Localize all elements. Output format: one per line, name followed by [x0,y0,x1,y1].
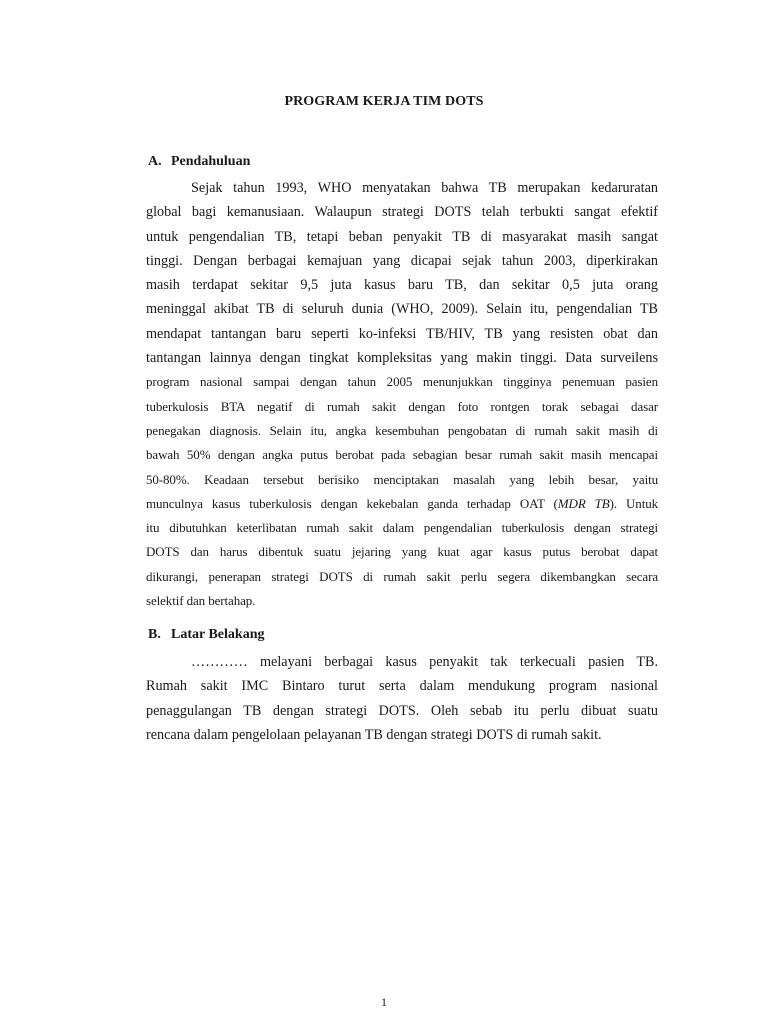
paragraph-line: selektif dan bertahap. [146,593,256,609]
paragraph-line: rencana dalam pengelolaan pelayanan TB dengan strategi DOTS di rumah sakit. [146,726,602,743]
emphasis-term: MDR TB [557,495,610,511]
paragraph-line: Rumah sakit IMC Bintaro turut serta dalam mendukung program nasional [146,678,658,695]
paragraph-line: global bagi kemanusiaan. Walaupun strategi DOTS telah terbukti sangat efektif [146,204,658,221]
document-title: PROGRAM KERJA TIM DOTS [284,94,484,109]
paragraph-line: meninggal akibat TB di seluruh dunia (WHO, 2009). Selain itu, pengendalian TB [146,301,658,318]
paragraph-line: untuk pengendalian TB, tetapi beban penyakit TB di masyarakat masih sangat [146,228,658,245]
paragraph-line: penegakan diagnosis. Selain itu, angka kesembuhan pengobatan di rumah sakit masih di [146,422,658,438]
paragraph-line: dikurangi, penerapan strategi DOTS di rumah sakit perlu segera dikembangkan secara [146,568,658,584]
paragraph-line: tuberkulosis BTA negatif di rumah sakit dengan foto rontgen torak sebagai dasar [146,398,658,414]
paragraph-line: 50-80%. Keadaan tersebut berisiko menciptakan masalah yang lebih besar, yaitu [146,471,658,487]
section-heading-latar-belakang [148,627,264,643]
paragraph-line: bawah 50% dengan angka putus berobat pada sebagian besar rumah sakit masih mencapai [146,447,658,463]
section-heading-pendahuluan [148,154,250,170]
paragraph-line: masih terdapat sekitar 9,5 juta kasus baru TB, dan sekitar 0,5 juta orang [146,277,658,294]
page-number: 1 [381,995,387,1009]
paragraph-line: Sejak tahun 1993, WHO menyatakan bahwa TB merupakan kedaruratan [191,180,658,196]
paragraph-line: tinggi. Dengan berbagai kemajuan yang dicapai sejak tahun 2003, diperkirakan [146,252,658,269]
paragraph-latar-belakang [146,650,658,747]
paragraph-line: program nasional sampai dengan tahun 2005 menunjukkan tingginya penemuan pasien [146,374,658,390]
section-marker: B. [148,627,161,642]
paragraph-line: itu dibutuhkan keterlibatan rumah sakit dalam pengendalian tuberkulosis dengan strategi [146,520,658,536]
paragraph-line: mendapat tantangan baru seperti ko-infeksi TB/HIV, TB yang resisten obat dan [146,325,658,342]
paragraph-line: munculnya kasus tuberkulosis dengan kekebalan ganda terhadap OAT (MDR TB). Untuk [146,495,659,511]
paragraph-line: DOTS dan harus dibentuk suatu jejaring yang kuat agar kasus putus berobat dapat [146,544,658,560]
paragraph-line: tantangan lainnya dengan tingkat kompleksitas yang makin tinggi. Data surveilens [146,350,658,367]
section-marker: A. [148,154,162,169]
paragraph-pendahuluan [146,176,658,613]
paragraph-line: ………… melayani berbagai kasus penyakit tak terkecuali pasien TB. [191,654,658,670]
paragraph-line: penaggulangan TB dengan strategi DOTS. Oleh sebab itu perlu dibuat suatu [146,702,658,719]
section-title: Latar Belakang [171,627,265,642]
section-title: Pendahuluan [171,154,251,169]
